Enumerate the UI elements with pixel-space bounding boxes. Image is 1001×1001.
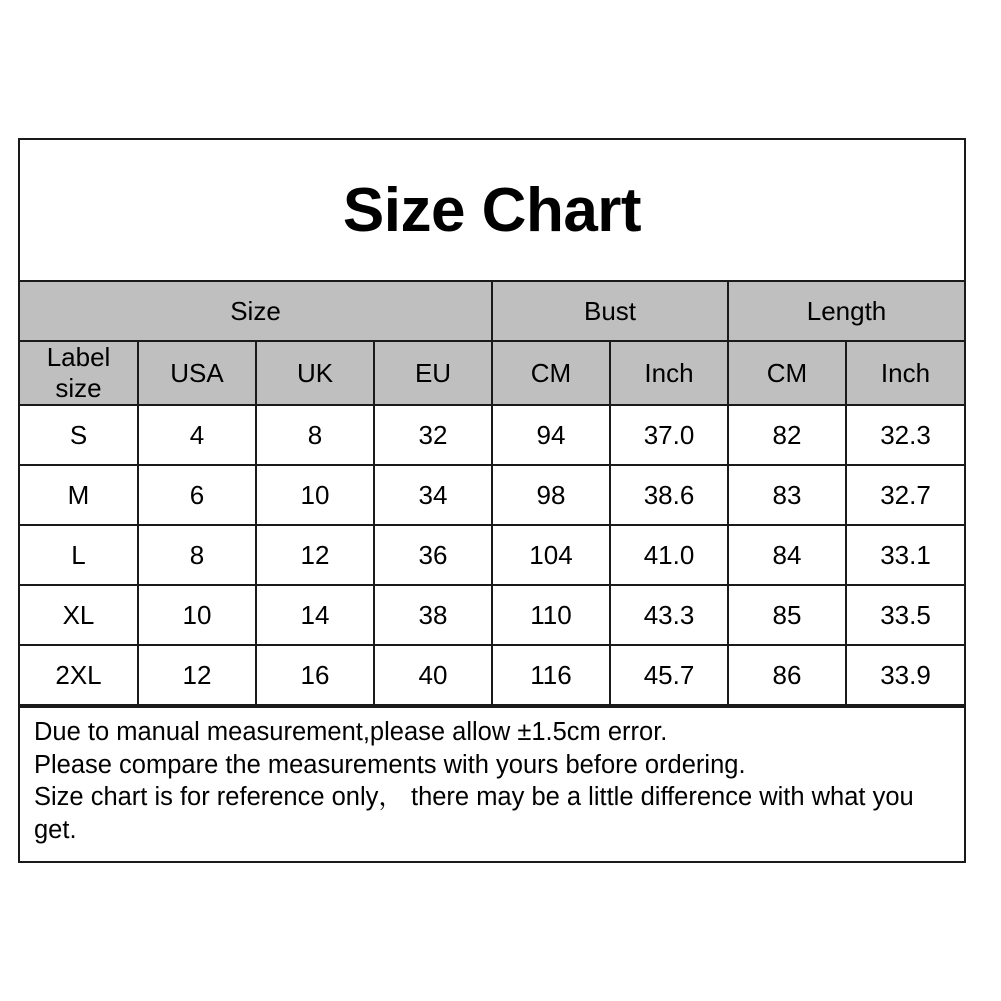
- cell-usa: 10: [138, 585, 256, 645]
- group-header-size: Size: [20, 282, 492, 341]
- cell-length-cm: 83: [728, 465, 846, 525]
- column-header-eu: EU: [374, 341, 492, 405]
- note-line-2: Please compare the measurements with yours before ordering.: [34, 750, 746, 779]
- cell-bust-cm: 98: [492, 465, 610, 525]
- column-header-length-cm: CM: [728, 341, 846, 405]
- cell-uk: 8: [256, 405, 374, 465]
- cell-usa: 4: [138, 405, 256, 465]
- table-row: [20, 525, 964, 585]
- table-row: [20, 585, 964, 645]
- cell-length-inch: 33.5: [846, 585, 964, 645]
- group-header-bust: Bust: [492, 282, 728, 341]
- table-column-header-row: [20, 341, 964, 405]
- cell-label-size: M: [20, 465, 138, 525]
- cell-uk: 16: [256, 645, 374, 705]
- column-header-label-size: Label size: [20, 341, 138, 405]
- cell-eu: 34: [374, 465, 492, 525]
- cell-bust-cm: 104: [492, 525, 610, 585]
- note-line-1: Due to manual measurement,please allow ±1.5cm error.: [34, 718, 668, 746]
- cell-bust-inch: 41.0: [610, 525, 728, 585]
- cell-length-cm: 84: [728, 525, 846, 585]
- group-header-length: Length: [728, 282, 964, 341]
- cell-eu: 40: [374, 645, 492, 705]
- cell-uk: 10: [256, 465, 374, 525]
- cell-length-inch: 32.7: [846, 465, 964, 525]
- cell-uk: 12: [256, 525, 374, 585]
- cell-length-inch: 33.9: [846, 645, 964, 705]
- table-row: [20, 645, 964, 705]
- cell-uk: 14: [256, 585, 374, 645]
- column-header-length-inch: Inch: [846, 341, 964, 405]
- cell-bust-cm: 110: [492, 585, 610, 645]
- column-header-bust-cm: CM: [492, 341, 610, 405]
- cell-length-inch: 32.3: [846, 405, 964, 465]
- cell-length-cm: 82: [728, 405, 846, 465]
- cell-usa: 12: [138, 645, 256, 705]
- cell-eu: 32: [374, 405, 492, 465]
- cell-length-cm: 86: [728, 645, 846, 705]
- cell-label-size: S: [20, 405, 138, 465]
- cell-eu: 36: [374, 525, 492, 585]
- cell-label-size: L: [20, 525, 138, 585]
- cell-bust-inch: 38.6: [610, 465, 728, 525]
- table-group-header-row: [20, 282, 964, 341]
- cell-bust-inch: 45.7: [610, 645, 728, 705]
- column-header-usa: USA: [138, 341, 256, 405]
- cell-bust-cm: 94: [492, 405, 610, 465]
- column-header-bust-inch: Inch: [610, 341, 728, 405]
- measurement-notes: [20, 706, 964, 861]
- cell-label-size: XL: [20, 585, 138, 645]
- chart-title-row: [20, 140, 964, 282]
- cell-usa: 6: [138, 465, 256, 525]
- size-chart-container: [18, 138, 966, 863]
- cell-eu: 38: [374, 585, 492, 645]
- cell-bust-inch: 37.0: [610, 405, 728, 465]
- cell-bust-inch: 43.3: [610, 585, 728, 645]
- size-chart-table: [20, 282, 964, 706]
- cell-bust-cm: 116: [492, 645, 610, 705]
- cell-length-cm: 85: [728, 585, 846, 645]
- note-line-3: Size chart is for reference only， there may be a little difference with what you get.: [34, 783, 914, 844]
- table-row: [20, 405, 964, 465]
- table-row: [20, 465, 964, 525]
- page-title: Size Chart: [342, 175, 642, 245]
- column-header-uk: UK: [256, 341, 374, 405]
- cell-label-size: 2XL: [20, 645, 138, 705]
- cell-usa: 8: [138, 525, 256, 585]
- cell-length-inch: 33.1: [846, 525, 964, 585]
